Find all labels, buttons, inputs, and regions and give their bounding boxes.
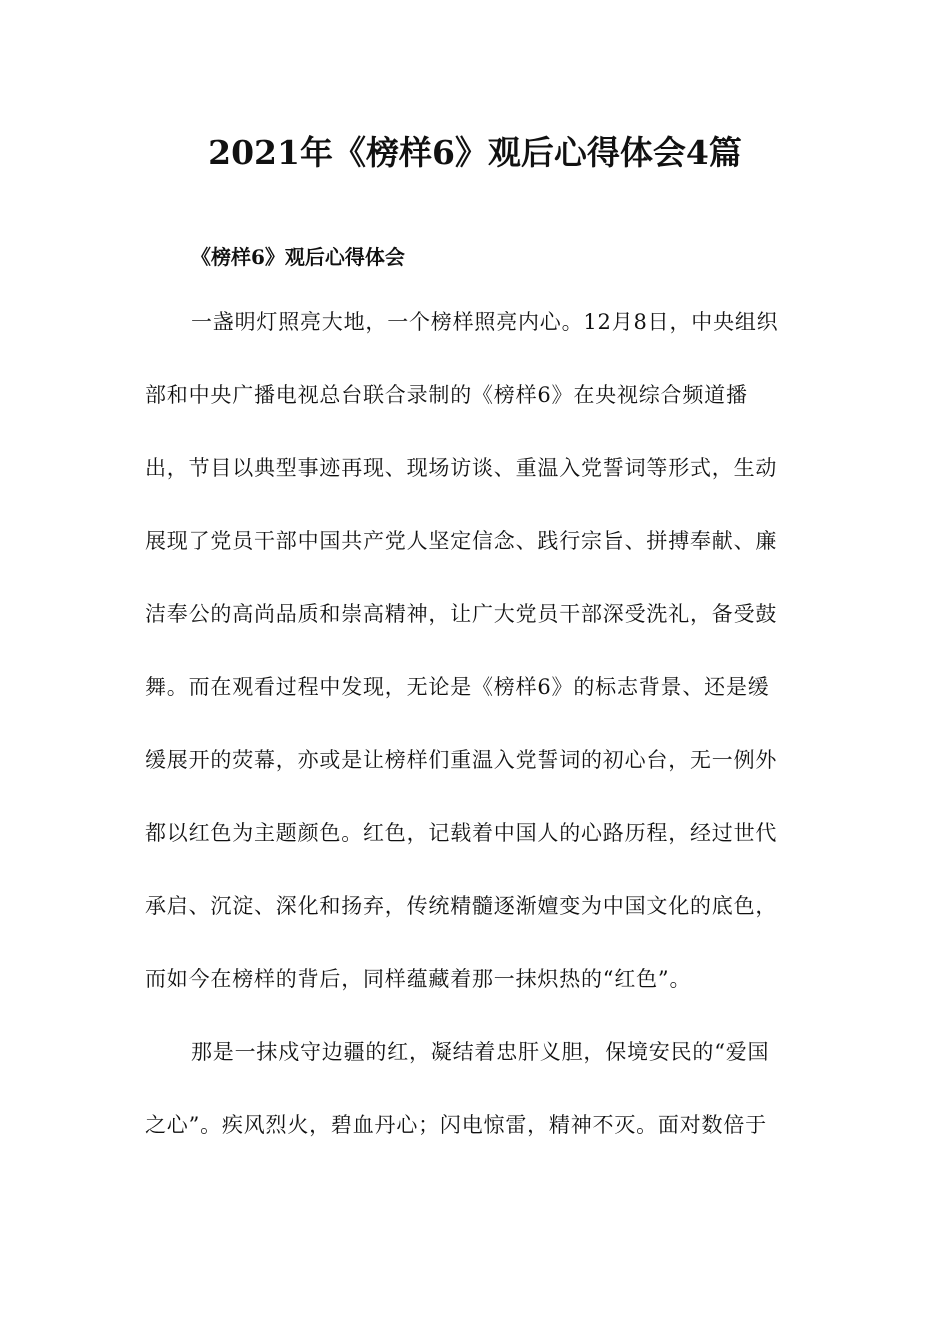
paragraph-1-line-5: 洁奉公的高尚品质和崇高精神，让广大党员干部深受洗礼，备受鼓 [145, 602, 778, 626]
paragraph-1-line-3: 出，节目以典型事迹再现、现场访谈、重温入党誓词等形式，生动 [145, 456, 778, 480]
paragraph-1-line-2: 部和中央广播电视总台联合录制的《榜样6》在央视综合频道播 [145, 383, 748, 407]
paragraph-1-line-10: 而如今在榜样的背后，同样蕴藏着那一抹炽热的“红色”。 [145, 967, 692, 991]
paragraph-1-line-1: 一盏明灯照亮大地，一个榜样照亮内心。12月8日，中央组织 [191, 310, 779, 334]
document-title: 2021年《榜样6》观后心得体会4篇 [208, 133, 742, 172]
paragraph-1-line-7: 缓展开的荧幕，亦或是让榜样们重温入党誓词的初心台，无一例外 [145, 748, 778, 772]
paragraph-2-line-1: 那是一抹戍守边疆的红，凝结着忠肝义胆，保境安民的“爱国 [191, 1040, 770, 1064]
paragraph-1-line-8: 都以红色为主题颜色。红色，记载着中国人的心路历程，经过世代 [145, 821, 778, 845]
paragraph-1-line-6: 舞。而在观看过程中发现，无论是《榜样6》的标志背景、还是缓 [145, 675, 770, 699]
paragraph-1-line-4: 展现了党员干部中国共产党人坚定信念、践行宗旨、拼搏奉献、廉 [145, 529, 778, 553]
section-heading: 《榜样6》观后心得体会 [191, 245, 405, 269]
paragraph-2-line-2: 之心”。疾风烈火，碧血丹心；闪电惊雷，精神不灭。面对数倍于 [145, 1113, 767, 1137]
paragraph-1-line-9: 承启、沉淀、深化和扬弃，传统精髓逐渐嬗变为中国文化的底色， [145, 894, 778, 918]
